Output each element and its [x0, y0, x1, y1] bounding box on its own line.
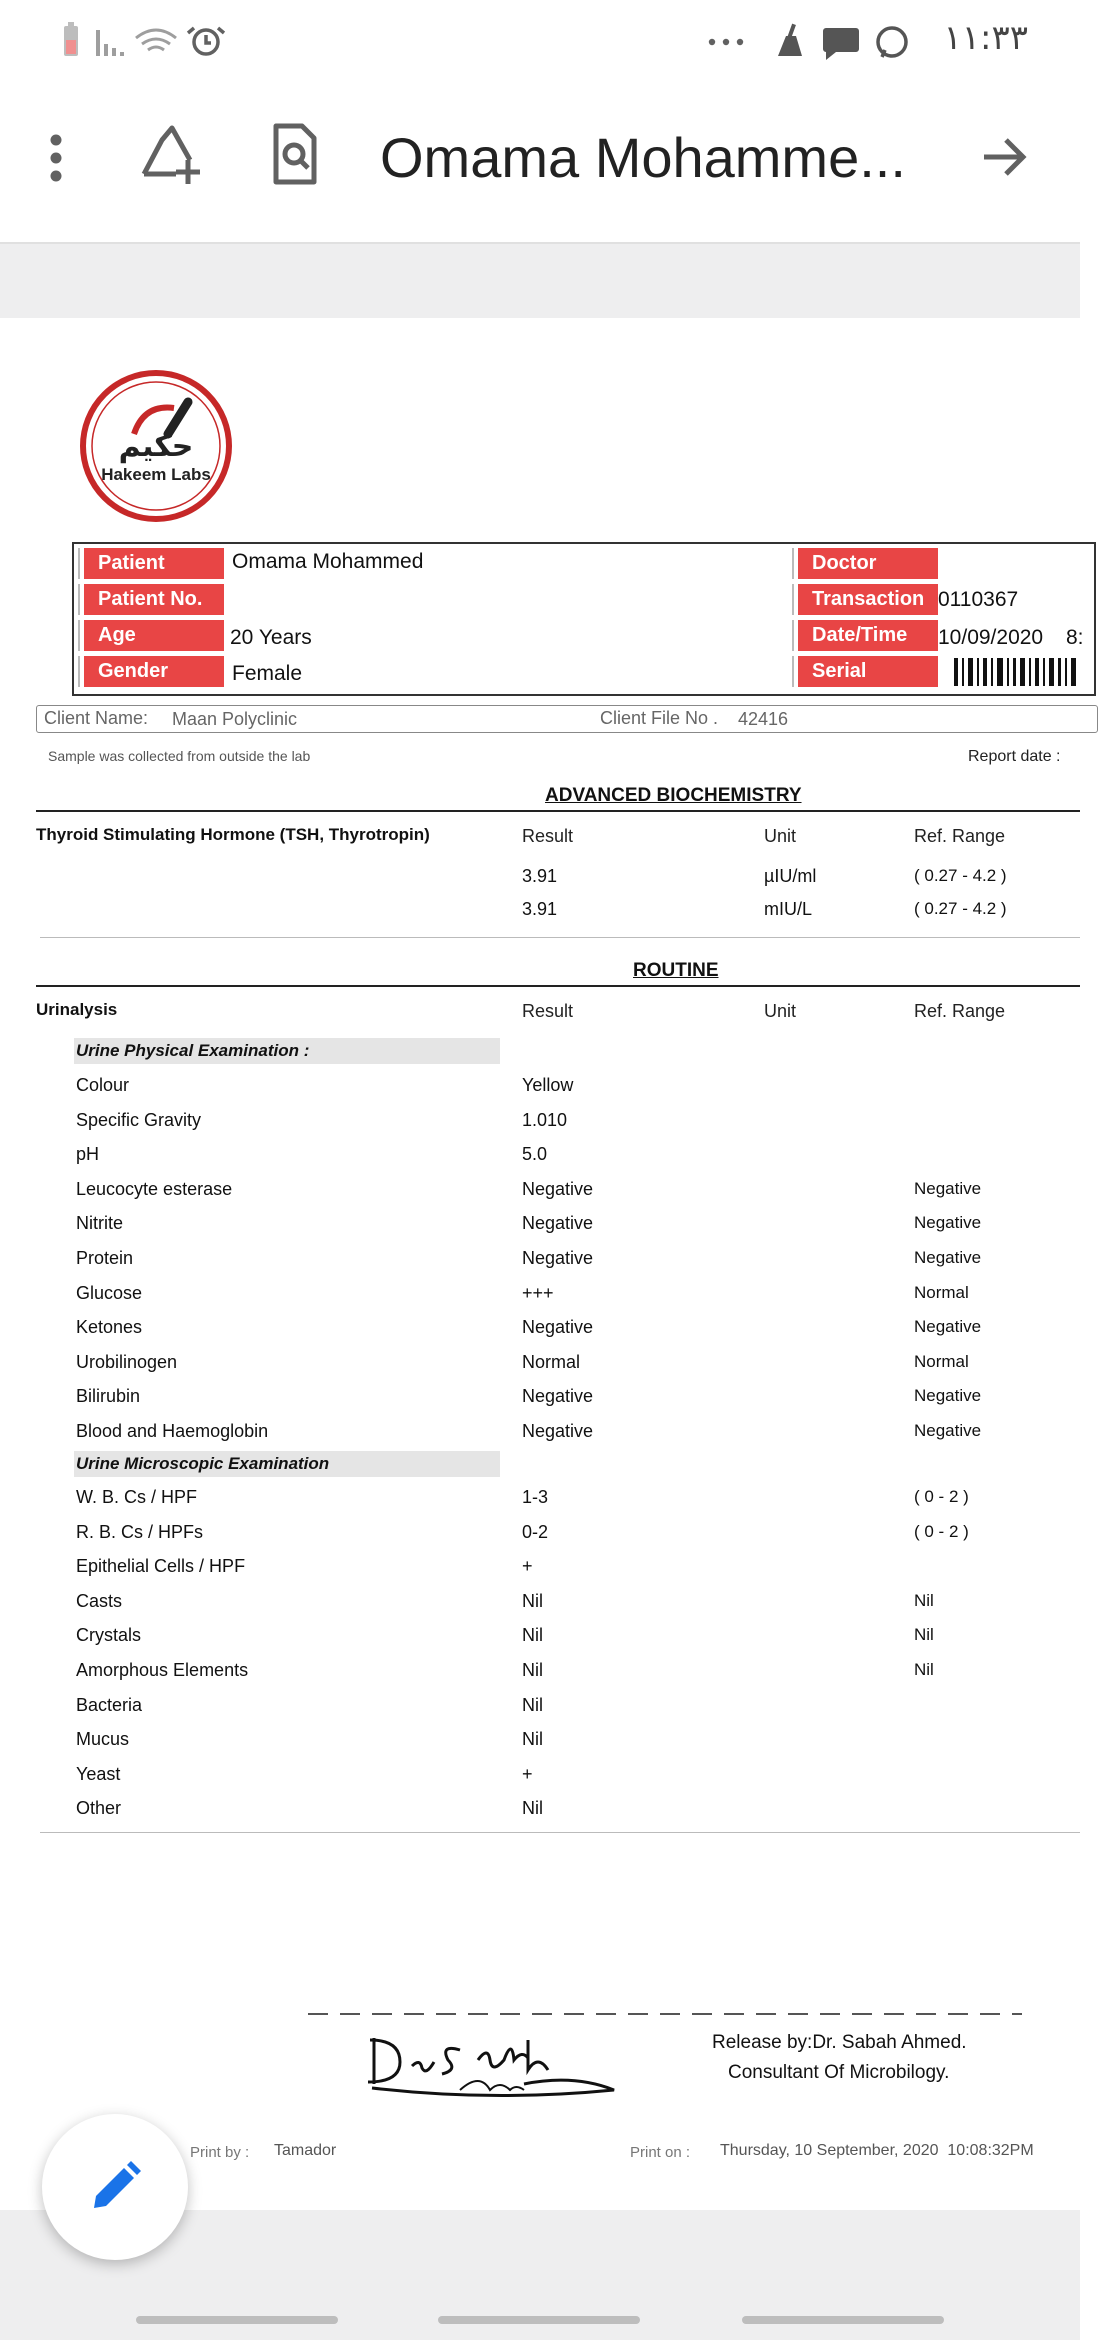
test-item-result: Negative [522, 1213, 594, 1234]
test-item-name: Mucus [76, 1729, 130, 1750]
test-item-result: Negative [522, 1178, 594, 1199]
test-item-name: Casts [76, 1590, 123, 1611]
release-by: Release by:Dr. Sabah Ahmed. [712, 2032, 967, 2053]
battery-icon [64, 22, 78, 56]
gender-value: Female [232, 662, 303, 685]
nav-bar-segment-3[interactable] [742, 2316, 944, 2324]
doctor-signature [360, 2030, 620, 2100]
test-item-name: Colour [76, 1075, 130, 1095]
test-item-result: + [522, 1556, 533, 1577]
tsh-unit-1: µIU/ml [764, 866, 817, 886]
app-bar [0, 80, 1080, 244]
test-item-ref-range: Negative [914, 1386, 982, 1406]
consultant-title: Consultant Of Microbilogy. [728, 2062, 950, 2083]
test-item-result: Nil [522, 1660, 543, 1680]
datetime-time-cut: 8: [1066, 626, 1084, 649]
test-item-ref-range: Nil [914, 1590, 934, 1610]
test-item-ref-range: ( 0 - 2 ) [914, 1521, 969, 1541]
test-item-result: Negative [522, 1421, 594, 1441]
test-item-result: Nil [522, 1694, 543, 1715]
doctor-label: Doctor [794, 548, 938, 579]
age-value: 20 Years [230, 626, 312, 649]
transaction-value: 0110367 [938, 588, 1019, 611]
test-item-result: + [522, 1763, 533, 1784]
test-item-ref-range: Negative [914, 1213, 982, 1233]
status-icons-right [706, 20, 926, 64]
test-item-result: Nil [522, 1590, 543, 1611]
print-on-value: Thursday, 10 September, 2020 10:08:32PM [720, 2142, 1034, 2159]
test-item-name: Other [76, 1798, 122, 1819]
edit-fab[interactable] [42, 2114, 188, 2260]
test-item-result: Nil [522, 1625, 543, 1646]
test-item-result: 0-2 [522, 1521, 549, 1542]
test-item-name: Bacteria [76, 1694, 143, 1715]
datetime-value: 10/09/2020 [938, 626, 1044, 649]
test-item-ref-range: Negative [914, 1178, 982, 1198]
test-item-ref-range: Negative [914, 1421, 982, 1440]
test-item-result: 1-3 [522, 1487, 549, 1507]
nav-bar-segment-1[interactable] [136, 2316, 338, 2324]
nav-bar-segment-2[interactable] [438, 2316, 640, 2324]
edit-pencil-icon [86, 2158, 144, 2216]
test-item-result: 5.0 [522, 1144, 548, 1165]
col-result-2: Result [522, 1001, 574, 1021]
tsh-result-1: 3.91 [522, 866, 558, 886]
message-icon [823, 28, 859, 60]
test-item-name: Amorphous Elements [76, 1660, 249, 1680]
patient-info-box [72, 542, 1096, 696]
client-file-value: 42416 [738, 709, 789, 729]
logo-arabic: حكيم [118, 429, 194, 464]
test-item-result: Negative [522, 1317, 594, 1338]
section2-end-rule [40, 1832, 1080, 1833]
tsh-ref-1: ( 0.27 - 4.2 ) [914, 866, 1007, 885]
col-unit-2: Unit [764, 1001, 797, 1021]
alarm-icon [188, 28, 224, 54]
signature-dashed-line [306, 2008, 1026, 2020]
test-item-name: W. B. Cs / HPF [76, 1487, 198, 1507]
test-item-result: Nil [522, 1798, 543, 1819]
patient-label: Patient [80, 548, 224, 579]
test-item-result: Nil [522, 1729, 543, 1750]
col-result: Result [522, 826, 574, 846]
test-item-ref-range: Negative [914, 1317, 982, 1337]
section-routine: ROUTINE [633, 960, 719, 981]
gender-label: Gender [80, 656, 224, 687]
tsh-test-name: Thyroid Stimulating Hormone (TSH, Thyrotropin) [36, 825, 430, 844]
test-item-ref-range: Normal [914, 1282, 969, 1302]
tsh-unit-2: mIU/L [764, 899, 813, 919]
col-ref-range-2: Ref. Range [914, 1001, 1006, 1021]
test-item-name: Yeast [76, 1763, 121, 1784]
test-item-ref-range: Negative [914, 1248, 982, 1267]
patient-no-label: Patient No. [80, 584, 224, 615]
print-by-label: Print by : [190, 2144, 250, 2161]
test-item-result: 1.010 [522, 1109, 568, 1130]
logo-text: Hakeem Labs [101, 465, 211, 484]
test-item-result: Negative [522, 1248, 594, 1268]
document-title: Omama Mohamme... [380, 126, 906, 189]
test-item-name: Specific Gravity [76, 1109, 202, 1130]
barcode [952, 656, 1080, 688]
add-to-drive-icon[interactable] [136, 122, 206, 186]
report-date-label: Report date : [968, 748, 1061, 765]
serial-label: Serial [794, 656, 938, 687]
test-item-result: Yellow [522, 1075, 574, 1095]
test-item-ref-range: Nil [914, 1625, 934, 1645]
test-item-name: Urobilinogen [76, 1351, 178, 1372]
test-item-name: Ketones [76, 1317, 143, 1338]
datetime-label: Date/Time [794, 620, 938, 651]
print-by-value: Tamador [274, 2142, 337, 2159]
col-unit: Unit [764, 826, 797, 846]
tsh-result-2: 3.91 [522, 899, 558, 919]
forward-arrow-icon[interactable] [980, 132, 1030, 182]
more-vert-icon[interactable] [44, 130, 68, 190]
test-item-name: Nitrite [76, 1213, 124, 1234]
tsh-ref-2: ( 0.27 - 4.2 ) [914, 899, 1007, 918]
sample-note: Sample was collected from outside the lab [48, 748, 311, 764]
whatsapp-icon [878, 28, 906, 57]
clock: ١١:٣٣ [943, 18, 1028, 58]
test-item-name: Blood and Haemoglobin [76, 1421, 269, 1441]
more-icon [709, 39, 743, 45]
cleaner-icon [778, 24, 802, 56]
test-item-name: Epithelial Cells / HPF [76, 1556, 246, 1577]
section1-end-rule [40, 937, 1080, 938]
client-name-value: Maan Polyclinic [172, 709, 298, 729]
physical-exam-header: Urine Physical Examination : [74, 1038, 500, 1064]
test-item-ref-range: Nil [914, 1660, 934, 1679]
test-item-name: Protein [76, 1248, 134, 1268]
test-item-name: R. B. Cs / HPFs [76, 1521, 204, 1542]
signal-icon [96, 30, 124, 56]
wifi-icon [136, 30, 176, 50]
section-advanced-biochemistry: ADVANCED BIOCHEMISTRY [545, 785, 802, 806]
hakeem-labs-logo [76, 368, 236, 524]
test-item-name: Glucose [76, 1282, 143, 1303]
test-item-ref-range: Normal [914, 1351, 969, 1371]
transaction-label: Transaction [794, 584, 938, 615]
test-item-name: pH [76, 1144, 100, 1165]
test-item-ref-range: ( 0 - 2 ) [914, 1487, 969, 1506]
test-item-result: Normal [522, 1351, 581, 1372]
test-item-result: +++ [522, 1282, 554, 1303]
test-item-name: Crystals [76, 1625, 142, 1646]
status-bar [0, 0, 1080, 80]
viewer-gap [0, 244, 1080, 318]
test-item-name: Bilirubin [76, 1386, 141, 1407]
age-label: Age [80, 620, 224, 651]
client-name-label: Client Name: [44, 708, 149, 728]
section2-rule [36, 985, 1080, 987]
find-in-page-icon[interactable] [270, 122, 320, 186]
patient-value: Omama Mohammed [232, 550, 424, 573]
test-item-result: Negative [522, 1386, 594, 1407]
status-icons-left [60, 22, 240, 62]
test-item-name: Leucocyte esterase [76, 1178, 233, 1199]
print-on-label: Print on : [630, 2144, 691, 2161]
col-ref-range: Ref. Range [914, 826, 1006, 846]
client-file-label: Client File No . [600, 708, 719, 728]
section1-rule [36, 810, 1080, 812]
microscopic-exam-header: Urine Microscopic Examination [74, 1451, 500, 1477]
urinalysis-test-name: Urinalysis [36, 1000, 118, 1019]
